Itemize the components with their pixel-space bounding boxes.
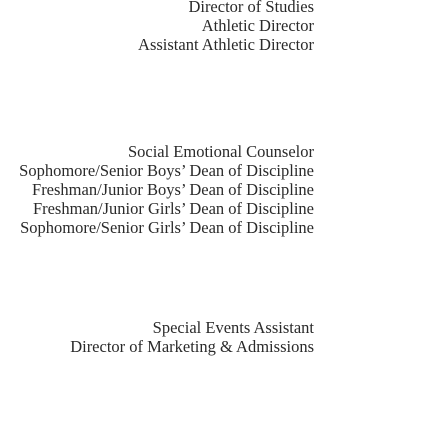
job-title: Assistant Athletic Director: [138, 35, 314, 54]
title-group-advancement: [70, 318, 314, 356]
job-title: Social Emotional Counselor: [127, 142, 314, 161]
job-title: Sophomore/Senior Girls’ Dean of Discipline: [20, 218, 314, 237]
job-title: Sophomore/Senior Boys’ Dean of Discipline: [19, 161, 314, 180]
job-title: Athletic Director: [201, 16, 314, 35]
job-title: Special Events Assistant: [152, 318, 314, 337]
title-group-administration: [138, 0, 314, 54]
job-title: Director of Studies: [188, 0, 314, 16]
title-group-student-life: [19, 142, 314, 237]
job-title: Director of Marketing & Admissions: [70, 337, 314, 356]
job-title: Freshman/Junior Boys’ Dean of Discipline: [32, 180, 314, 199]
job-title: Freshman/Junior Girls’ Dean of Discipline: [32, 199, 314, 218]
